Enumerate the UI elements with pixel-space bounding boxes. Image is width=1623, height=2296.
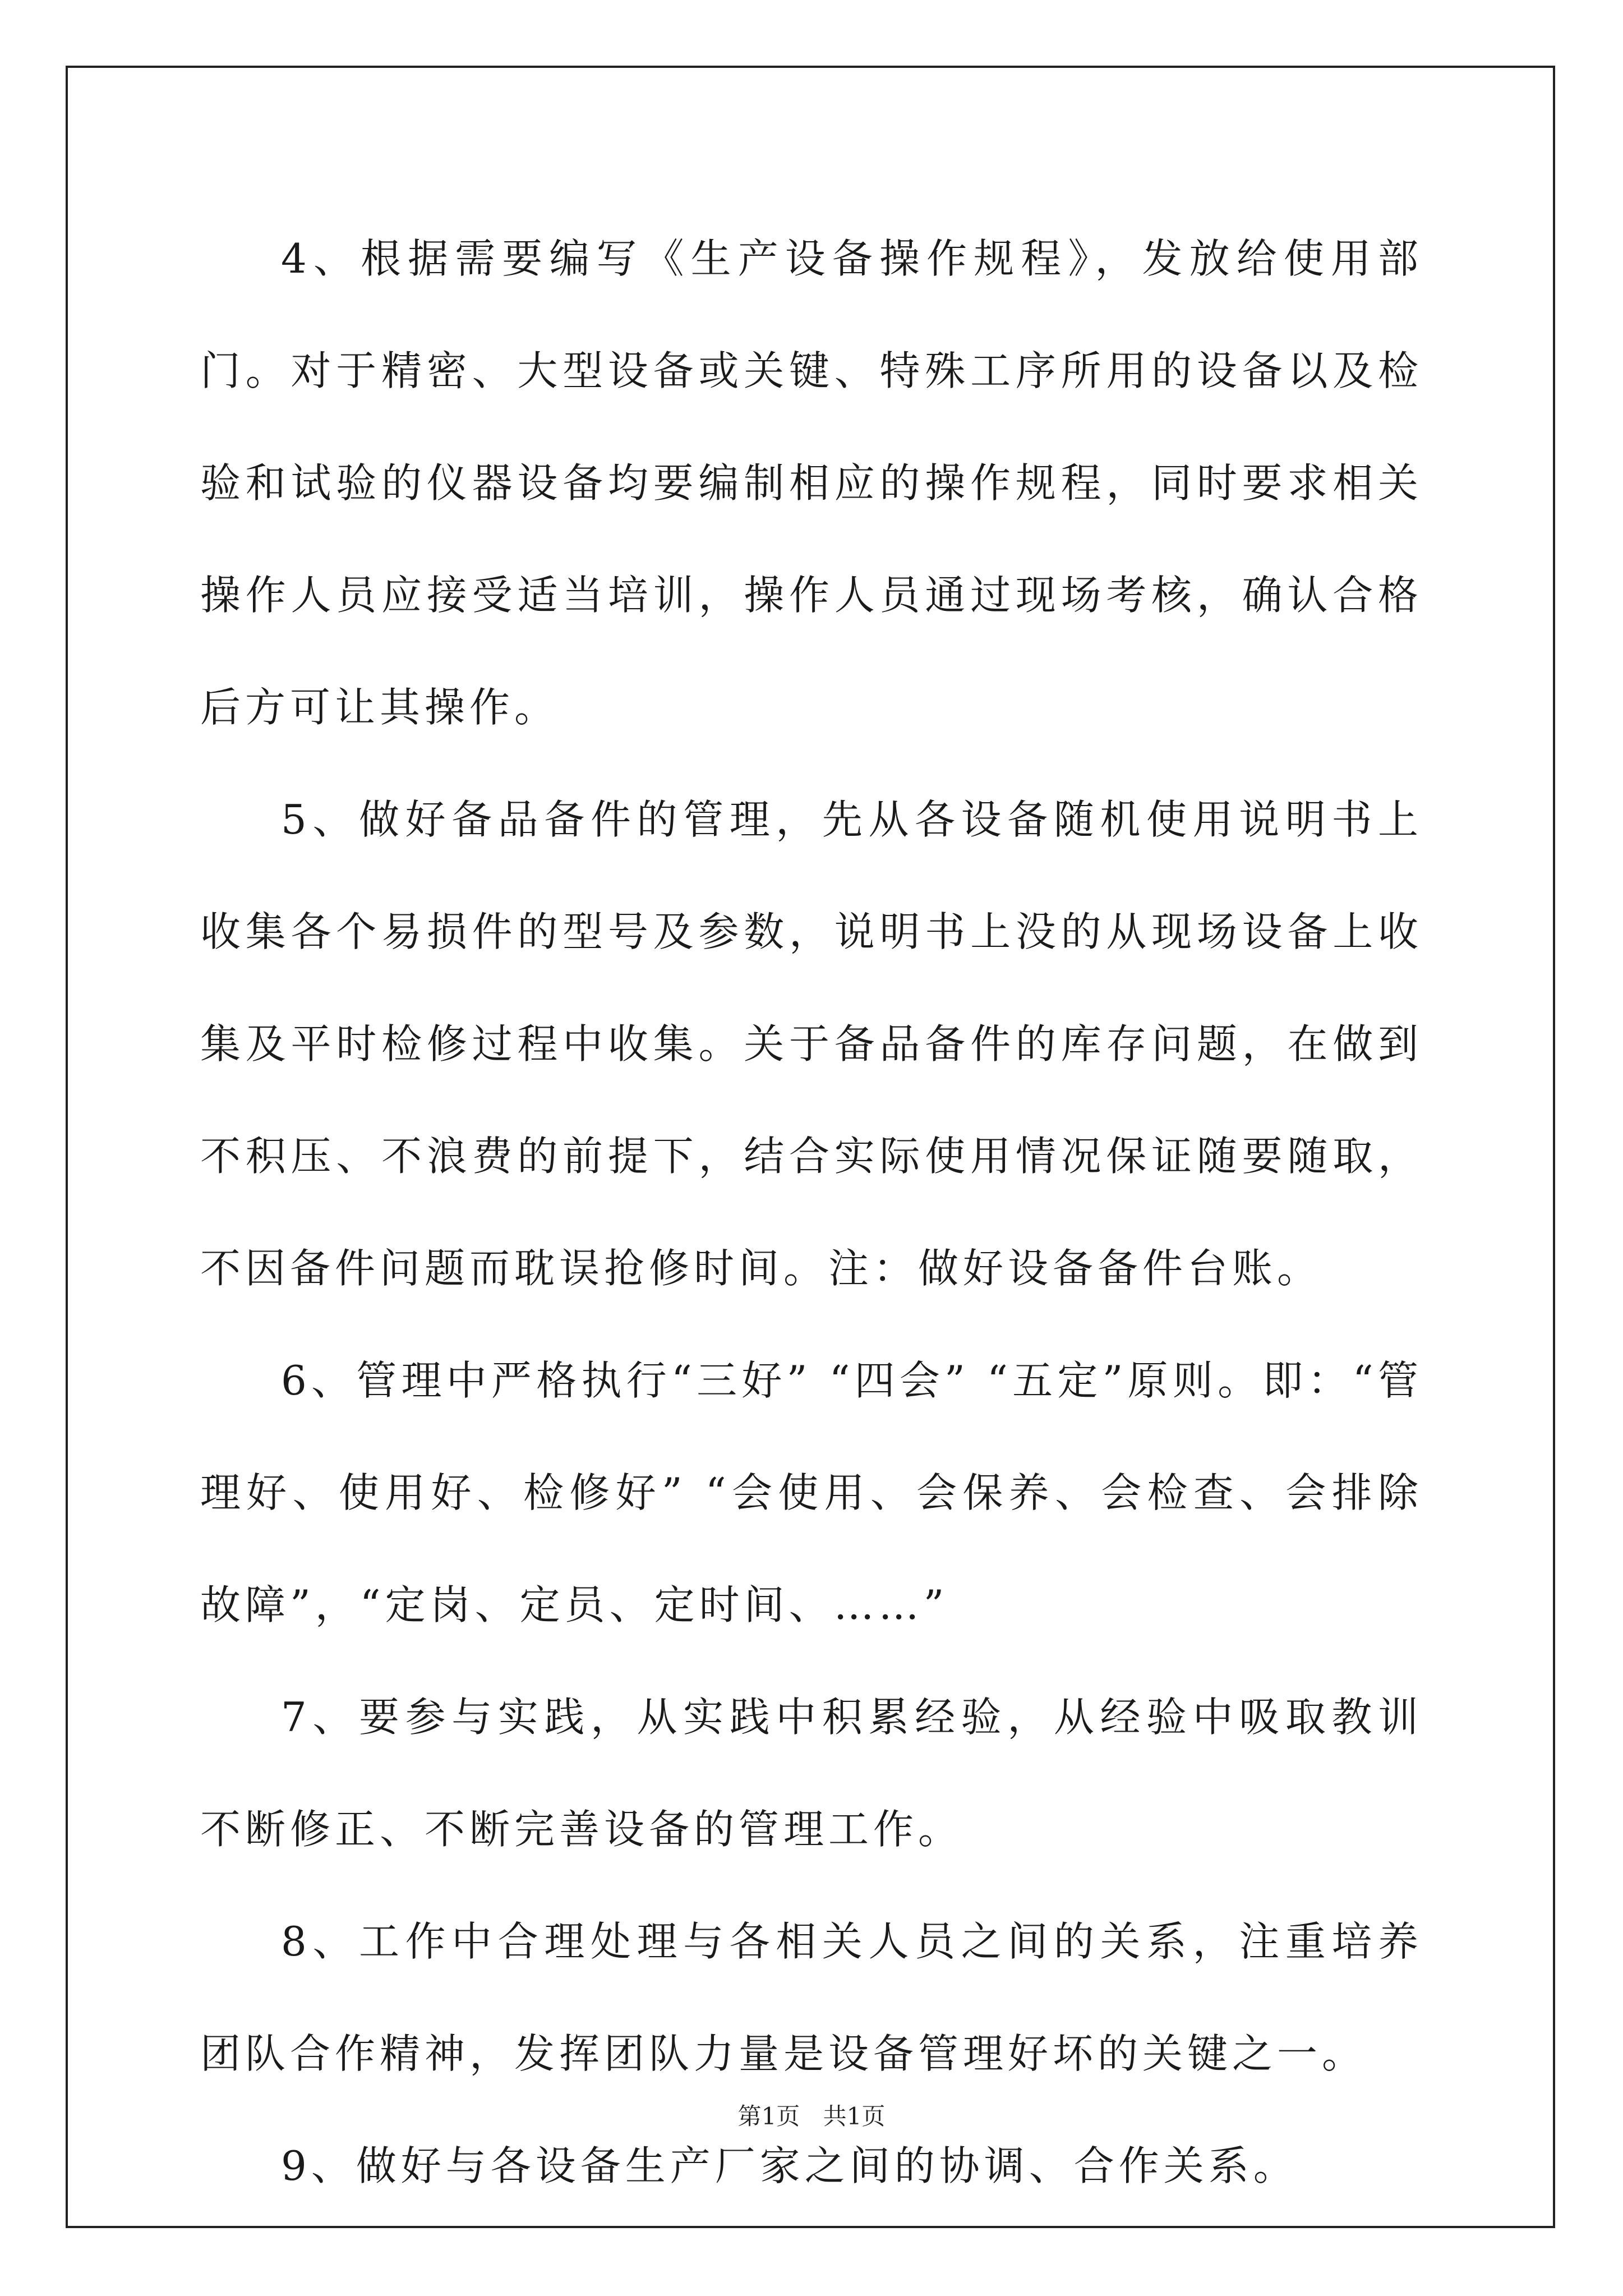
paragraph-7: 7、要参与实践，从实践中积累经验，从经验中吸取教训不断修正、不断完善设备的管理工作。: [200, 1694, 1423, 1853]
paragraph-8: 8、工作中合理处理与各相关人员之间的关系，注重培养团队合作精神，发挥团队力量是设备管理好坏的关键之一。: [200, 1918, 1423, 2077]
page-footer: [0, 2098, 1623, 2132]
page-number-total: 共1页: [823, 2102, 886, 2130]
page-number-current: 第1页: [737, 2102, 800, 2130]
paragraph-5: 5、做好备品备件的管理，先从各设备随机使用说明书上收集各个易损件的型号及参数，说明书上没的从现场设备上收集及平时检修过程中收集。关于备品备件的库存问题，在做到不积压、不浪费的前提下，结合实际使用情况保证随要随取，不因备件问题而耽误抢修时间。注：做好设备备件台账。: [200, 796, 1423, 1292]
document-body: [200, 203, 1423, 2222]
paragraph-9: 9、做好与各设备生产厂家之间的协调、合作关系。: [281, 2142, 1298, 2189]
paragraph-4: 4、根据需要编写《生产设备操作规程》，发放给使用部门。对于精密、大型设备或关键、特殊工序所用的设备以及检验和试验的仪器设备均要编制相应的操作规程，同时要求相关操作人员应接受适当培训，操作人员通过现场考核，确认合格后方可让其操作。: [200, 235, 1423, 731]
paragraph-6: 6、管理中严格执行“三好” “四会” “五定”原则。即：“管理好、使用好、检修好” “会使用、会保养、会检查、会排除故障”，“定岗、定员、定时间、……”: [200, 1357, 1423, 1628]
